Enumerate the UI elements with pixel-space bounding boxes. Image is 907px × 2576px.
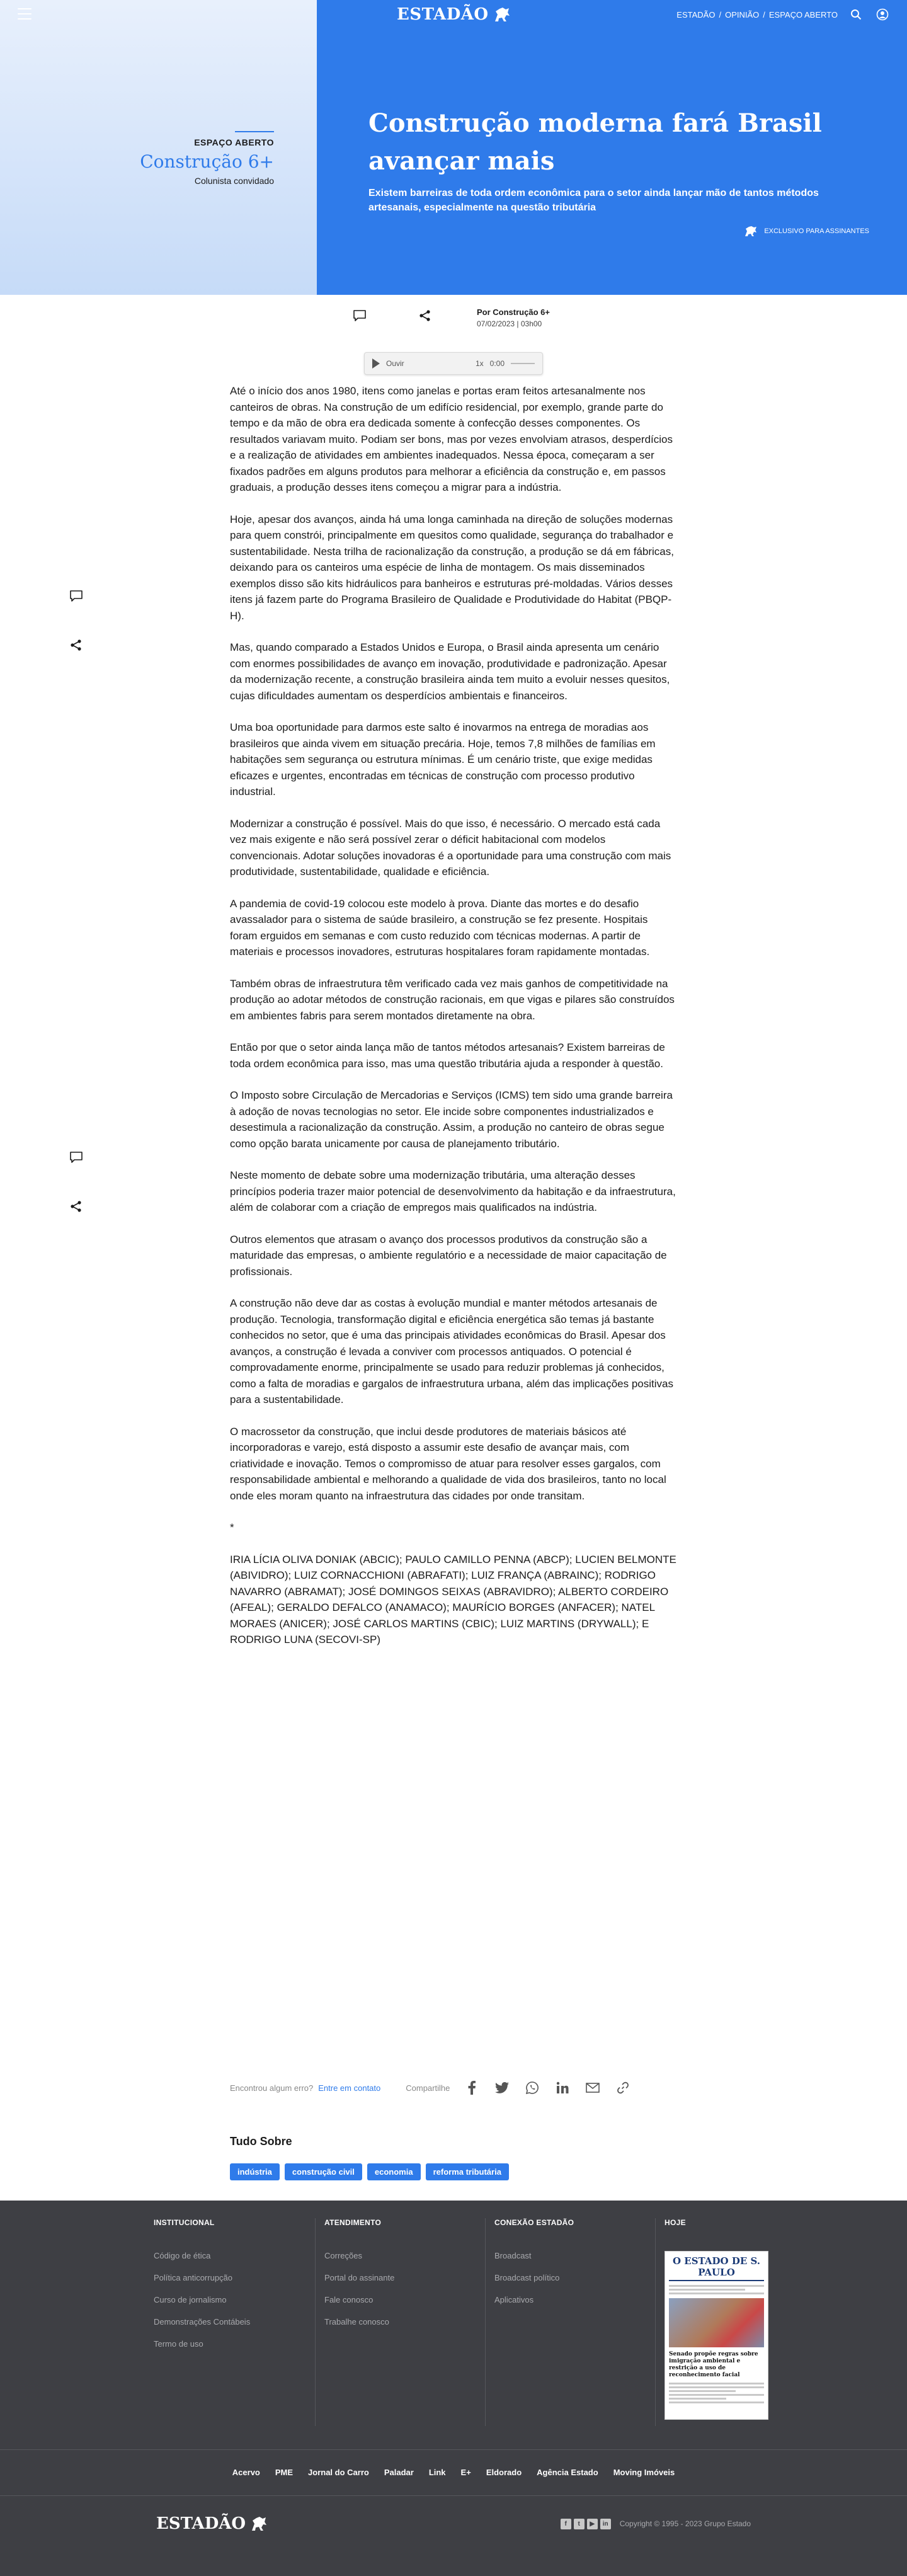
horse-icon (493, 6, 511, 23)
footer-brand-link[interactable]: Acervo (232, 2468, 260, 2477)
share-icon[interactable] (418, 309, 432, 323)
breadcrumb-espaco-aberto[interactable]: ESPAÇO ABERTO (768, 10, 838, 20)
footer-link[interactable]: Termo de uso (154, 2339, 203, 2349)
side-toolbar (68, 1149, 84, 1247)
article-subtitle: Existem barreiras de toda ordem econômica para o setor ainda lançar mão de tantos métodos artesanais, especialmente na questão tributária (368, 188, 819, 213)
article-paragraph: O macrossetor da construção, que inclui desde produtores de materiais básicos até incorporadoras e varejo, está disposto a assumir este desafio de avançar mais, com criatividade e inovação. Temos o compromisso de atuar para resolver esses gargalos, com responsabilidade ambiental e melhorando a qualidade de vida dos brasileiros, tanto no local onde eles moram quanto na infraestrutura das cidades por onde transitam. (230, 1425, 666, 1502)
article-title: Construção moderna fará Brasil avançar mais (368, 108, 822, 176)
article-paragraph: Até o início dos anos 1980, itens como janelas e portas eram feitos artesanalmente nos canteiros de obras. Na construção de um edifício residencial, por exemplo, grande parte do tempo e da mão de obra era dedicada somente à confecção desses componentes. Os resultados variavam muito. Podiam ser bons, mas por vezes envolviam atrasos, desperdícios e a realização de atividades em ambientes inadequados. Nessa época, começaram a ser fixados padrões em alguns produtos para melhorar a eficiência da construção e, em passos graduais, a produção desses itens começou a migrar para a indústria. (230, 385, 673, 493)
audio-speed[interactable]: 1x (475, 359, 484, 368)
todays-edition-cover[interactable] (665, 2251, 768, 2420)
authors-list: IRIA LÍCIA OLIVA DONIAK (ABCIC); PAULO CAMILLO PENNA (ABCP); LUCIEN BELMONTE (ABIVIDRO); LUIZ CORNACCHIONI (ABRAFATI); LUIZ FRANÇA (ABRAINC); RODRIGO NAVARRO (ABRAMAT); JOSÉ DOMINGOS SEIXAS (ABRAVIDRO); ALBERTO CORDEIRO (AFEAL); GERALDO DEFALCO (ANAMACO); MAURÍCIO BORGES (ANFACER); NATEL MORAES (ANICER); JOSÉ CARLOS MARTINS (CBIC); LUIZ MARTINS (DRYWALL); E RODRIGO LUNA (SECOVI-SP) (230, 1553, 676, 1646)
header-actions (849, 8, 889, 21)
article-paragraph: Hoje, apesar dos avanços, ainda há uma longa caminhada na direção de soluções modernas para quem constrói, principalmente em quesitos como qualidade, segurança do trabalhador e sustentabilidade. Nesta trilha de racionalização da construção, a produção se dá em fábricas, deixando para os canteiros uma espécie de linha de montagem. Os mais disseminados exemplos disso são kits hidráulicos para banheiros e estruturas pré-moldadas. Vários desses itens já fazem parte do Programa Brasileiro de Qualidade e Produtividade do Habitat (PBQP-H). (230, 513, 674, 622)
byline-author[interactable]: Por Construção 6+ (477, 307, 550, 317)
feedback-bar (230, 2080, 677, 2096)
footer-columns (145, 2218, 825, 2426)
breadcrumb-opiniao[interactable]: OPINIÃO (725, 10, 760, 20)
footer-col-atendimento (315, 2218, 485, 2426)
footer-brand-link[interactable]: Eldorado (486, 2468, 522, 2477)
footer-link[interactable]: Fale conosco (324, 2295, 374, 2304)
breadcrumb (676, 10, 838, 20)
footer-right (561, 2519, 751, 2529)
exclusive-label: EXCLUSIVO PARA ASSINANTES (764, 227, 869, 235)
newspaper-lines (669, 2383, 764, 2403)
tag-construcao-civil[interactable]: construção civil (285, 2163, 362, 2180)
twitter-icon[interactable] (494, 2080, 510, 2096)
article-header (0, 0, 907, 295)
share-buttons (464, 2080, 631, 2096)
link-icon[interactable] (615, 2080, 631, 2096)
footer-logo[interactable] (156, 2514, 268, 2533)
article-body (230, 383, 677, 1664)
audio-player (364, 352, 543, 375)
tags-title: Tudo Sobre (230, 2135, 292, 2148)
article-paragraph: Também obras de infraestrutura têm verificado cada vez mais ganhos de competitividade na produção ao adotar métodos de construção racionais, em que vigas e pilares são construídos em ambientes fabris para serem montados diretamente na obra. (230, 977, 675, 1022)
footer-col-title: ATENDIMENTO (324, 2218, 382, 2227)
twitter-icon[interactable]: t (574, 2519, 585, 2529)
author-box (140, 131, 274, 186)
facebook-icon[interactable]: f (561, 2519, 571, 2529)
article-paragraph: Modernizar a construção é possível. Mais do que isso, é necessário. O mercado está cada vez mais exigente e não será possível zerar o déficit habitacional com modelos convencionais. Adotar soluções inovadoras é a oportunidade para uma construção com mais produtividade, sustentabilidade, qualidade e eficiência. (230, 817, 671, 878)
exclusive-badge (743, 225, 869, 238)
linkedin-icon[interactable]: in (600, 2519, 611, 2529)
play-icon[interactable] (372, 358, 380, 369)
article-paragraph: Uma boa oportunidade para darmos este salto é inovarmos na entrega de moradias aos brasileiros que ainda vivem em situação precária. Hoje, temos 7,8 milhões de famílias em habitações sem segurança ou estrutura mínimas. É um cenário triste, que exige medidas eficazes e urgentes, encontradas em técnicas de construção com processo produtivo industrial. (230, 721, 656, 798)
contact-link[interactable]: Entre em contato (318, 2083, 381, 2093)
footer-link[interactable]: Código de ética (154, 2251, 211, 2260)
user-icon[interactable] (876, 8, 889, 21)
footer-brand-link[interactable]: Paladar (384, 2468, 414, 2477)
footer-col-institucional (145, 2218, 315, 2426)
article-paragraph: O Imposto sobre Circulação de Mercadorias e Serviços (ICMS) tem sido uma grande barreira à adoção de novas tecnologias no setor. Ele incide sobre componentes industrializados e desestimula a racionalização da construção. Assim, a produção no canteiro de obras segue como opção barata unicamente por causa de planejamento tributário. (230, 1089, 673, 1150)
footer-link[interactable]: Broadcast político (494, 2273, 560, 2282)
tags-section (230, 2135, 509, 2180)
article-paragraph: Então por que o setor ainda lança mão de tantos métodos artesanais? Existem barreiras de toda ordem econômica para isso, mas uma questão tributária ajuda a responder à questão. (230, 1041, 665, 1070)
social-links (561, 2519, 611, 2529)
breadcrumb-estadao[interactable]: ESTADÃO (676, 10, 716, 20)
audio-progress[interactable] (511, 363, 535, 364)
horse-icon (249, 2516, 268, 2532)
copyright: Copyright © 1995 - 2023 Grupo Estado (619, 2519, 751, 2528)
facebook-icon[interactable] (464, 2080, 480, 2096)
footer-link[interactable]: Trabalhe conosco (324, 2317, 389, 2327)
footer-brand-link[interactable]: Jornal do Carro (308, 2468, 369, 2477)
share-label: Compartilhe (406, 2083, 450, 2093)
youtube-icon[interactable]: ▶ (587, 2519, 598, 2529)
author-panel (0, 0, 317, 295)
footer-link[interactable]: Política anticorrupção (154, 2273, 233, 2282)
section-label[interactable]: ESPAÇO ABERTO (194, 137, 274, 147)
audio-time: 0:00 (489, 359, 505, 368)
comment-icon[interactable] (68, 588, 84, 604)
byline-bar (0, 295, 907, 340)
publish-date: 07/02/2023 | 03h00 (477, 319, 542, 328)
error-question: Encontrou algum erro? (230, 2083, 314, 2093)
footer-col-title: CONEXÃO ESTADÃO (494, 2218, 574, 2227)
article-paragraph: Mas, quando comparado a Estados Unidos e Europa, o Brasil ainda apresenta um cenário com enormes possibilidades de avanço em inovação, produtividade e padronização. Apesar da modernização recente, a construção brasileira ainda tem muito a evoluir nesses quesitos, cujas dificuldades aumentam os desperdícios ambientais e financeiros. (230, 641, 670, 702)
byline (477, 307, 550, 328)
tag-economia[interactable]: economia (367, 2163, 421, 2180)
tag-reforma-tributaria[interactable]: reforma tributária (426, 2163, 509, 2180)
article-paragraph: A construção não deve dar as costas à evolução mundial e manter métodos artesanais de produção. Tecnologia, transformação digital e eficiência energética são temas já bastante conhecidos no setor, que é uma das principais atividades econômicas do Brasil. Apesar dos avanços, a construção é levada a conviver com processos antiquados. O potencial é comprovadamente enorme, principalmente se usado para reduzir problemas já conhecidos, como a falta de moradias e gargalos de infraestrutura urbana, além das implicações positivas para a sustentabilidade. (230, 1297, 673, 1405)
footer-col-hoje (655, 2218, 825, 2426)
footer-col-conexao (485, 2218, 655, 2426)
author-role: Colunista convidado (194, 176, 274, 186)
share-icon[interactable] (68, 1198, 84, 1215)
footer-link[interactable]: Aplicativos (494, 2295, 534, 2304)
whatsapp-icon[interactable] (524, 2080, 540, 2096)
footer-divider (0, 2495, 907, 2496)
footer-col-title: HOJE (665, 2218, 686, 2227)
footer-link[interactable]: Broadcast (494, 2251, 532, 2260)
footer-brand-link[interactable]: E+ (460, 2468, 471, 2477)
newspaper-lines (669, 2285, 764, 2294)
estadao-logo[interactable] (397, 5, 511, 24)
footer-bottom (156, 2514, 751, 2533)
author-name[interactable]: Construção 6+ (140, 151, 274, 172)
author-rule (235, 131, 274, 132)
tag-industria[interactable]: indústria (230, 2163, 280, 2180)
footer-brand-link[interactable]: Link (428, 2468, 446, 2477)
footer-divider (0, 2449, 907, 2450)
footer-col-title: INSTITUCIONAL (154, 2218, 215, 2227)
article-paragraph: Neste momento de debate sobre uma modernização tributária, uma alteração desses princípios poderia trazer maior potencial de desenvolvimento da habitação e da infraestrutura, além de colaborar com a criação de empregos mais qualificados na indústria. (230, 1169, 676, 1213)
newspaper-photo (669, 2298, 764, 2347)
menu-icon[interactable] (18, 8, 31, 20)
site-footer (0, 2201, 907, 2576)
footer-link[interactable]: Portal do assinante (324, 2273, 395, 2282)
newspaper-headline: Senado propõe regras sobre imigração ambiental e restrição a uso de reconhecimento facial (669, 2351, 758, 2378)
breadcrumb-separator: / (763, 10, 765, 20)
side-toolbar (68, 588, 84, 686)
headline-panel (317, 0, 907, 295)
horse-icon (743, 225, 759, 238)
newspaper-masthead: O ESTADO DE S. PAULO (669, 2255, 764, 2281)
search-icon[interactable] (849, 8, 863, 21)
footer-logo-text: ESTADÃO (156, 2514, 246, 2533)
article-separator: * (230, 1521, 234, 1533)
footer-brand-link[interactable]: PME (275, 2468, 294, 2477)
logo-text: ESTADÃO (397, 5, 489, 24)
comment-icon[interactable] (353, 309, 367, 323)
article-paragraph: A pandemia de covid-19 colocou este modelo à prova. Diante das mortes e do desafio avassalador para o sistema de saúde brasileiro, a construção se fez presente. Hospitais foram erguidos em semanas e com custo reduzido com técnicas modernas. A partir de materiais e processos inovadores, estruturas hospitalares foram rapidamente montadas. (230, 897, 650, 958)
breadcrumb-separator: / (719, 10, 722, 20)
footer-brand-link[interactable]: Moving Imóveis (613, 2468, 675, 2477)
footer-link[interactable]: Curso de jornalismo (154, 2295, 227, 2304)
article-paragraph: Outros elementos que atrasam o avanço dos processos produtivos da construção são a maturidade das empresas, o ambiente regulatório e a necessidade de maior capacitação de profissionais. (230, 1233, 667, 1278)
email-icon[interactable] (585, 2080, 601, 2096)
footer-link[interactable]: Correções (324, 2251, 362, 2260)
footer-brand-links (0, 2468, 907, 2477)
linkedin-icon[interactable] (554, 2080, 571, 2096)
comment-icon[interactable] (68, 1149, 84, 1165)
footer-link[interactable]: Demonstrações Contábeis (154, 2317, 251, 2327)
audio-label: Ouvir (386, 359, 404, 368)
footer-brand-link[interactable]: Agência Estado (537, 2468, 598, 2477)
tag-list (230, 2163, 509, 2180)
share-icon[interactable] (68, 637, 84, 653)
